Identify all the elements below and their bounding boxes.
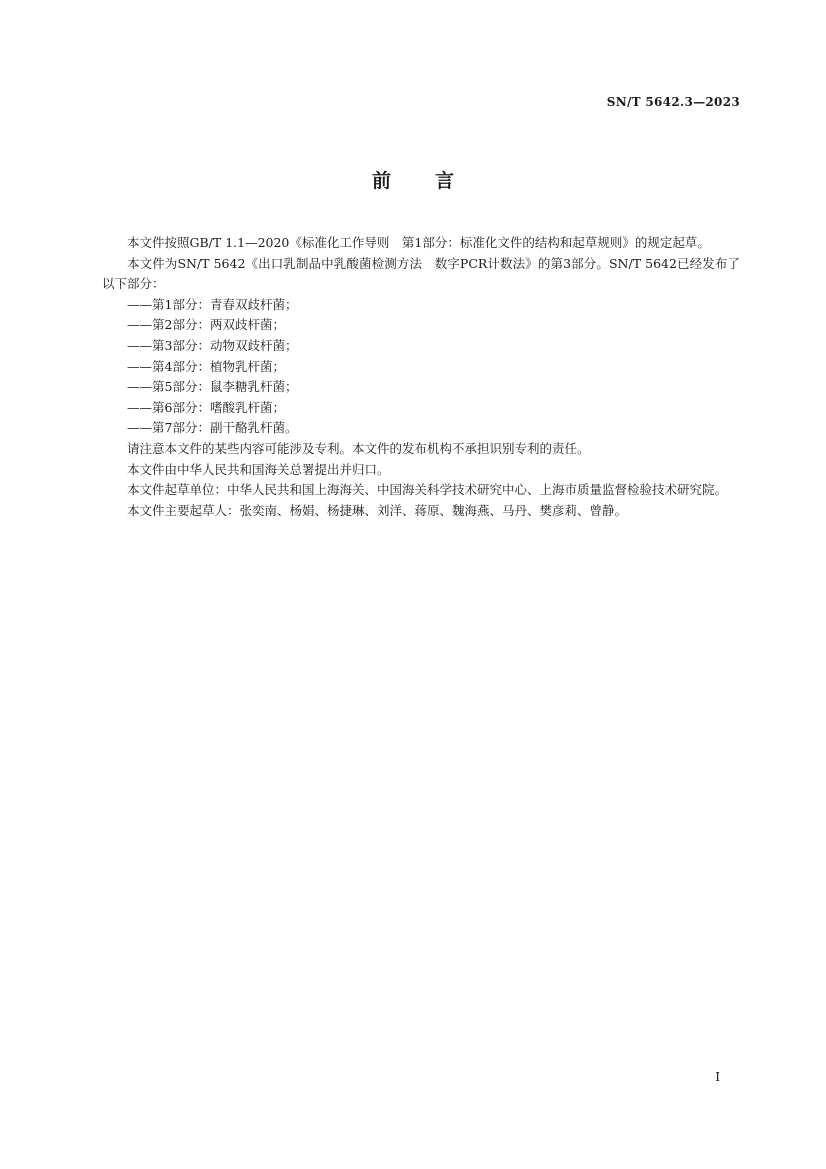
list-item: ——第7部分：副干酪乳杆菌。 [127, 420, 298, 436]
page-title: 前言 [371, 170, 498, 192]
list-item: ——第2部分：两双歧杆菌； [127, 317, 285, 333]
list-item: ——第4部分：植物乳杆菌； [127, 358, 285, 374]
paragraph-proposer: 本文件由中华人民共和国海关总署提出并归口。 [127, 461, 390, 477]
list-item: ——第1部分：青春双歧杆菌； [127, 296, 298, 312]
paragraph-drafting-units: 本文件起草单位：中华人民共和国上海海关、中国海关科学技术研究中心、上海市质量监督检验技术研究院。 [127, 482, 728, 498]
paragraph-document-part: 本文件为SN/T 5642《出口乳制品中乳酸菌检测方法 数字PCR计数法》的第3部分。SN/T 5642已经发布了以下部分： [102, 255, 740, 292]
list-item: ——第3部分：动物双歧杆菌； [127, 337, 298, 353]
list-item: ——第6部分：嗜酸乳杆菌； [127, 399, 285, 415]
paragraph-patent-notice: 请注意本文件的某些内容可能涉及专利。本文件的发布机构不承担识别专利的责任。 [127, 440, 590, 456]
paragraph-drafting-rules: 本文件按照GB/T 1.1—2020《标准化工作导则 第1部分：标准化文件的结构和起草规则》的规定起草。 [127, 235, 710, 250]
parts-list [102, 295, 740, 439]
standard-code: SN/T 5642.3—2023 [606, 95, 740, 109]
foreword-body [102, 233, 740, 521]
list-item: ——第5部分：鼠李糖乳杆菌； [127, 379, 298, 395]
paragraph-drafters: 本文件主要起草人：张奕南、杨娟、杨捷琳、刘洋、蒋原、魏海燕、马丹、樊彦莉、曾静。 [127, 502, 628, 518]
page-number: I [715, 1070, 720, 1084]
